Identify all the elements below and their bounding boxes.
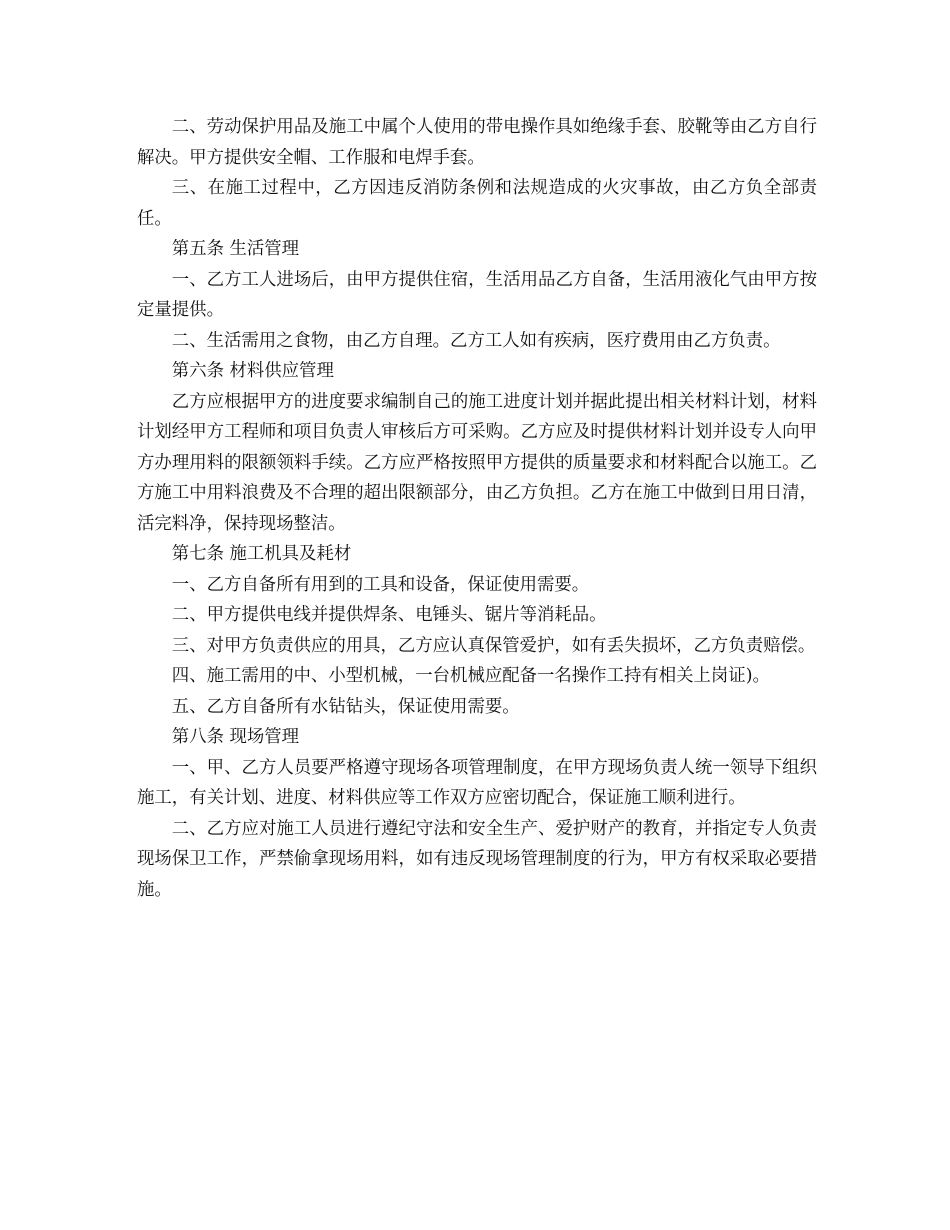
article-heading-6: 第六条 材料供应管理 — [171, 361, 334, 381]
clause-paragraph: 五、乙方自备所有水钻钻头，保证使用需要。 — [171, 696, 520, 717]
article-heading-5: 第五条 生活管理 — [171, 239, 300, 259]
article-heading-8: 第八条 现场管理 — [171, 727, 300, 747]
clause-paragraph: 三、在施工过程中，乙方因违反消防条例和法规造成的火灾事故，由乙方负全部责任。 — [137, 178, 817, 229]
clause-paragraph: 一、乙方自备所有用到的工具和设备，保证使用需要。 — [171, 574, 590, 595]
clause-paragraph: 二、乙方应对施工人员进行遵纪守法和安全生产、爱护财产的教育，并指定专人负责现场保卫工作，严禁偷拿现场用料，如有违反现场管理制度的行为，甲方有权采取必要措施。 — [137, 818, 817, 900]
clause-paragraph: 乙方应根据甲方的进度要求编制自己的施工进度计划并据此提出相关材料计划，材料计划经甲方工程师和项目负责人审核后方可采购。乙方应及时提供材料计划并设专人向甲方办理用料的限额领料手续。乙方应严格按照甲方提供的质量要求和材料配合以施工。乙方施工中用料浪费及不合理的超出限额部分，由乙方负担。乙方在施工中做到日用日清，活完料净，保持现场整洁。 — [137, 391, 817, 534]
article-heading-7: 第七条 施工机具及耗材 — [171, 544, 352, 564]
clause-paragraph: 三、对甲方负责供应的用具，乙方应认真保管爱护，如有丢失损坏，乙方负责赔偿。 — [171, 635, 816, 656]
clause-paragraph: 二、甲方提供电线并提供焊条、电锤头、锯片等消耗品。 — [171, 605, 607, 625]
clause-paragraph: 一、甲、乙方人员要严格遵守现场各项管理制度，在甲方现场负责人统一领导下组织施工，有关计划、进度、材料供应等工作双方应密切配合，保证施工顺利进行。 — [137, 757, 817, 808]
clause-paragraph: 四、施工需用的中、小型机械，一台机械应配备一名操作工持有相关上岗证)。 — [171, 666, 770, 686]
clause-paragraph: 一、乙方工人进场后，由甲方提供住宿，生活用品乙方自备，生活用液化气由甲方按定量提供。 — [137, 269, 817, 320]
clause-paragraph: 二、生活需用之食物，由乙方自理。乙方工人如有疾病，医疗费用由乙方负责。 — [171, 330, 781, 351]
document-page — [137, 112, 817, 905]
clause-paragraph: 二、劳动保护用品及施工中属个人使用的带电操作具如绝缘手套、胶靴等由乙方自行解决。甲方提供安全帽、工作服和电焊手套。 — [137, 117, 817, 168]
